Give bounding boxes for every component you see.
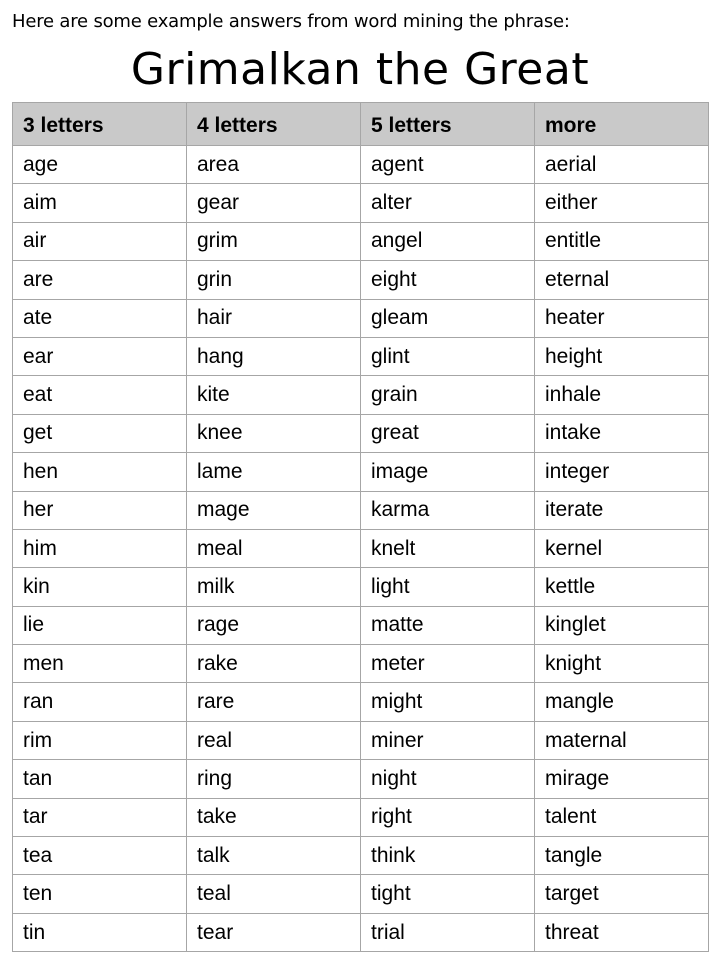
table-cell: either [535, 184, 709, 222]
table-cell: ear [13, 337, 187, 375]
table-cell: ring [187, 760, 361, 798]
table-row [13, 529, 709, 567]
table-cell: lame [187, 453, 361, 491]
table-row [13, 376, 709, 414]
table-row [13, 299, 709, 337]
table-row [13, 837, 709, 875]
table-cell: light [361, 568, 535, 606]
table-cell: alter [361, 184, 535, 222]
table-cell: grin [187, 261, 361, 299]
table-cell: lie [13, 606, 187, 644]
table-cell: kettle [535, 568, 709, 606]
table-row [13, 913, 709, 951]
table-cell: trial [361, 913, 535, 951]
table-cell: threat [535, 913, 709, 951]
table-cell: age [13, 146, 187, 184]
table-cell: iterate [535, 491, 709, 529]
table-cell: aim [13, 184, 187, 222]
table-row [13, 645, 709, 683]
table-row [13, 721, 709, 759]
table-cell: kinglet [535, 606, 709, 644]
table-cell: eight [361, 261, 535, 299]
table-cell: might [361, 683, 535, 721]
table-cell: aerial [535, 146, 709, 184]
table-cell: tangle [535, 837, 709, 875]
table-cell: tin [13, 913, 187, 951]
table-cell: intake [535, 414, 709, 452]
table-cell: men [13, 645, 187, 683]
table-cell: ten [13, 875, 187, 913]
table-cell: teal [187, 875, 361, 913]
table-row [13, 683, 709, 721]
table-cell: tear [187, 913, 361, 951]
table-cell: gear [187, 184, 361, 222]
table-cell: kite [187, 376, 361, 414]
table-cell: entitle [535, 222, 709, 260]
table-cell: gleam [361, 299, 535, 337]
table-row [13, 491, 709, 529]
header-row [13, 103, 709, 146]
table-row [13, 146, 709, 184]
table-cell: night [361, 760, 535, 798]
table-cell: get [13, 414, 187, 452]
table-cell: meal [187, 529, 361, 567]
word-table [12, 102, 709, 952]
table-cell: great [361, 414, 535, 452]
table-cell: hair [187, 299, 361, 337]
table-cell: him [13, 529, 187, 567]
intro-text: Here are some example answers from word mining the phrase: [12, 11, 570, 32]
table-row [13, 760, 709, 798]
table-cell: eat [13, 376, 187, 414]
table-cell: area [187, 146, 361, 184]
table-cell: kernel [535, 529, 709, 567]
table-cell: milk [187, 568, 361, 606]
table-cell: are [13, 261, 187, 299]
table-cell: talk [187, 837, 361, 875]
table-cell: kin [13, 568, 187, 606]
table-row [13, 798, 709, 836]
table-cell: hen [13, 453, 187, 491]
table-cell: agent [361, 146, 535, 184]
table-row [13, 261, 709, 299]
column-header: 5 letters [361, 103, 535, 146]
table-cell: air [13, 222, 187, 260]
table-row [13, 606, 709, 644]
table-cell: tea [13, 837, 187, 875]
table-cell: rage [187, 606, 361, 644]
column-header: more [535, 103, 709, 146]
table-cell: maternal [535, 721, 709, 759]
table-cell: target [535, 875, 709, 913]
table-cell: tar [13, 798, 187, 836]
table-cell: integer [535, 453, 709, 491]
table-cell: right [361, 798, 535, 836]
table-cell: height [535, 337, 709, 375]
table-cell: tight [361, 875, 535, 913]
page-title: Grimalkan the Great [130, 44, 590, 95]
table-cell: hang [187, 337, 361, 375]
table-cell: her [13, 491, 187, 529]
table-row [13, 568, 709, 606]
table-cell: think [361, 837, 535, 875]
table-cell: grim [187, 222, 361, 260]
table-cell: knee [187, 414, 361, 452]
table-cell: ran [13, 683, 187, 721]
table-cell: mage [187, 491, 361, 529]
table-cell: grain [361, 376, 535, 414]
table-row [13, 875, 709, 913]
table-cell: rare [187, 683, 361, 721]
table-cell: meter [361, 645, 535, 683]
table-row [13, 222, 709, 260]
table-cell: matte [361, 606, 535, 644]
table-cell: tan [13, 760, 187, 798]
table-cell: karma [361, 491, 535, 529]
table-cell: rake [187, 645, 361, 683]
table-cell: image [361, 453, 535, 491]
table-cell: mirage [535, 760, 709, 798]
table-cell: miner [361, 721, 535, 759]
table-cell: mangle [535, 683, 709, 721]
table-cell: angel [361, 222, 535, 260]
table-cell: inhale [535, 376, 709, 414]
table-cell: talent [535, 798, 709, 836]
column-header: 4 letters [187, 103, 361, 146]
table-row [13, 184, 709, 222]
table-cell: glint [361, 337, 535, 375]
table-cell: heater [535, 299, 709, 337]
table-cell: take [187, 798, 361, 836]
column-header: 3 letters [13, 103, 187, 146]
table-cell: real [187, 721, 361, 759]
table-cell: knight [535, 645, 709, 683]
table-cell: knelt [361, 529, 535, 567]
table-row [13, 453, 709, 491]
table-cell: ate [13, 299, 187, 337]
table-row [13, 414, 709, 452]
table-row [13, 337, 709, 375]
table-cell: eternal [535, 261, 709, 299]
table-cell: rim [13, 721, 187, 759]
